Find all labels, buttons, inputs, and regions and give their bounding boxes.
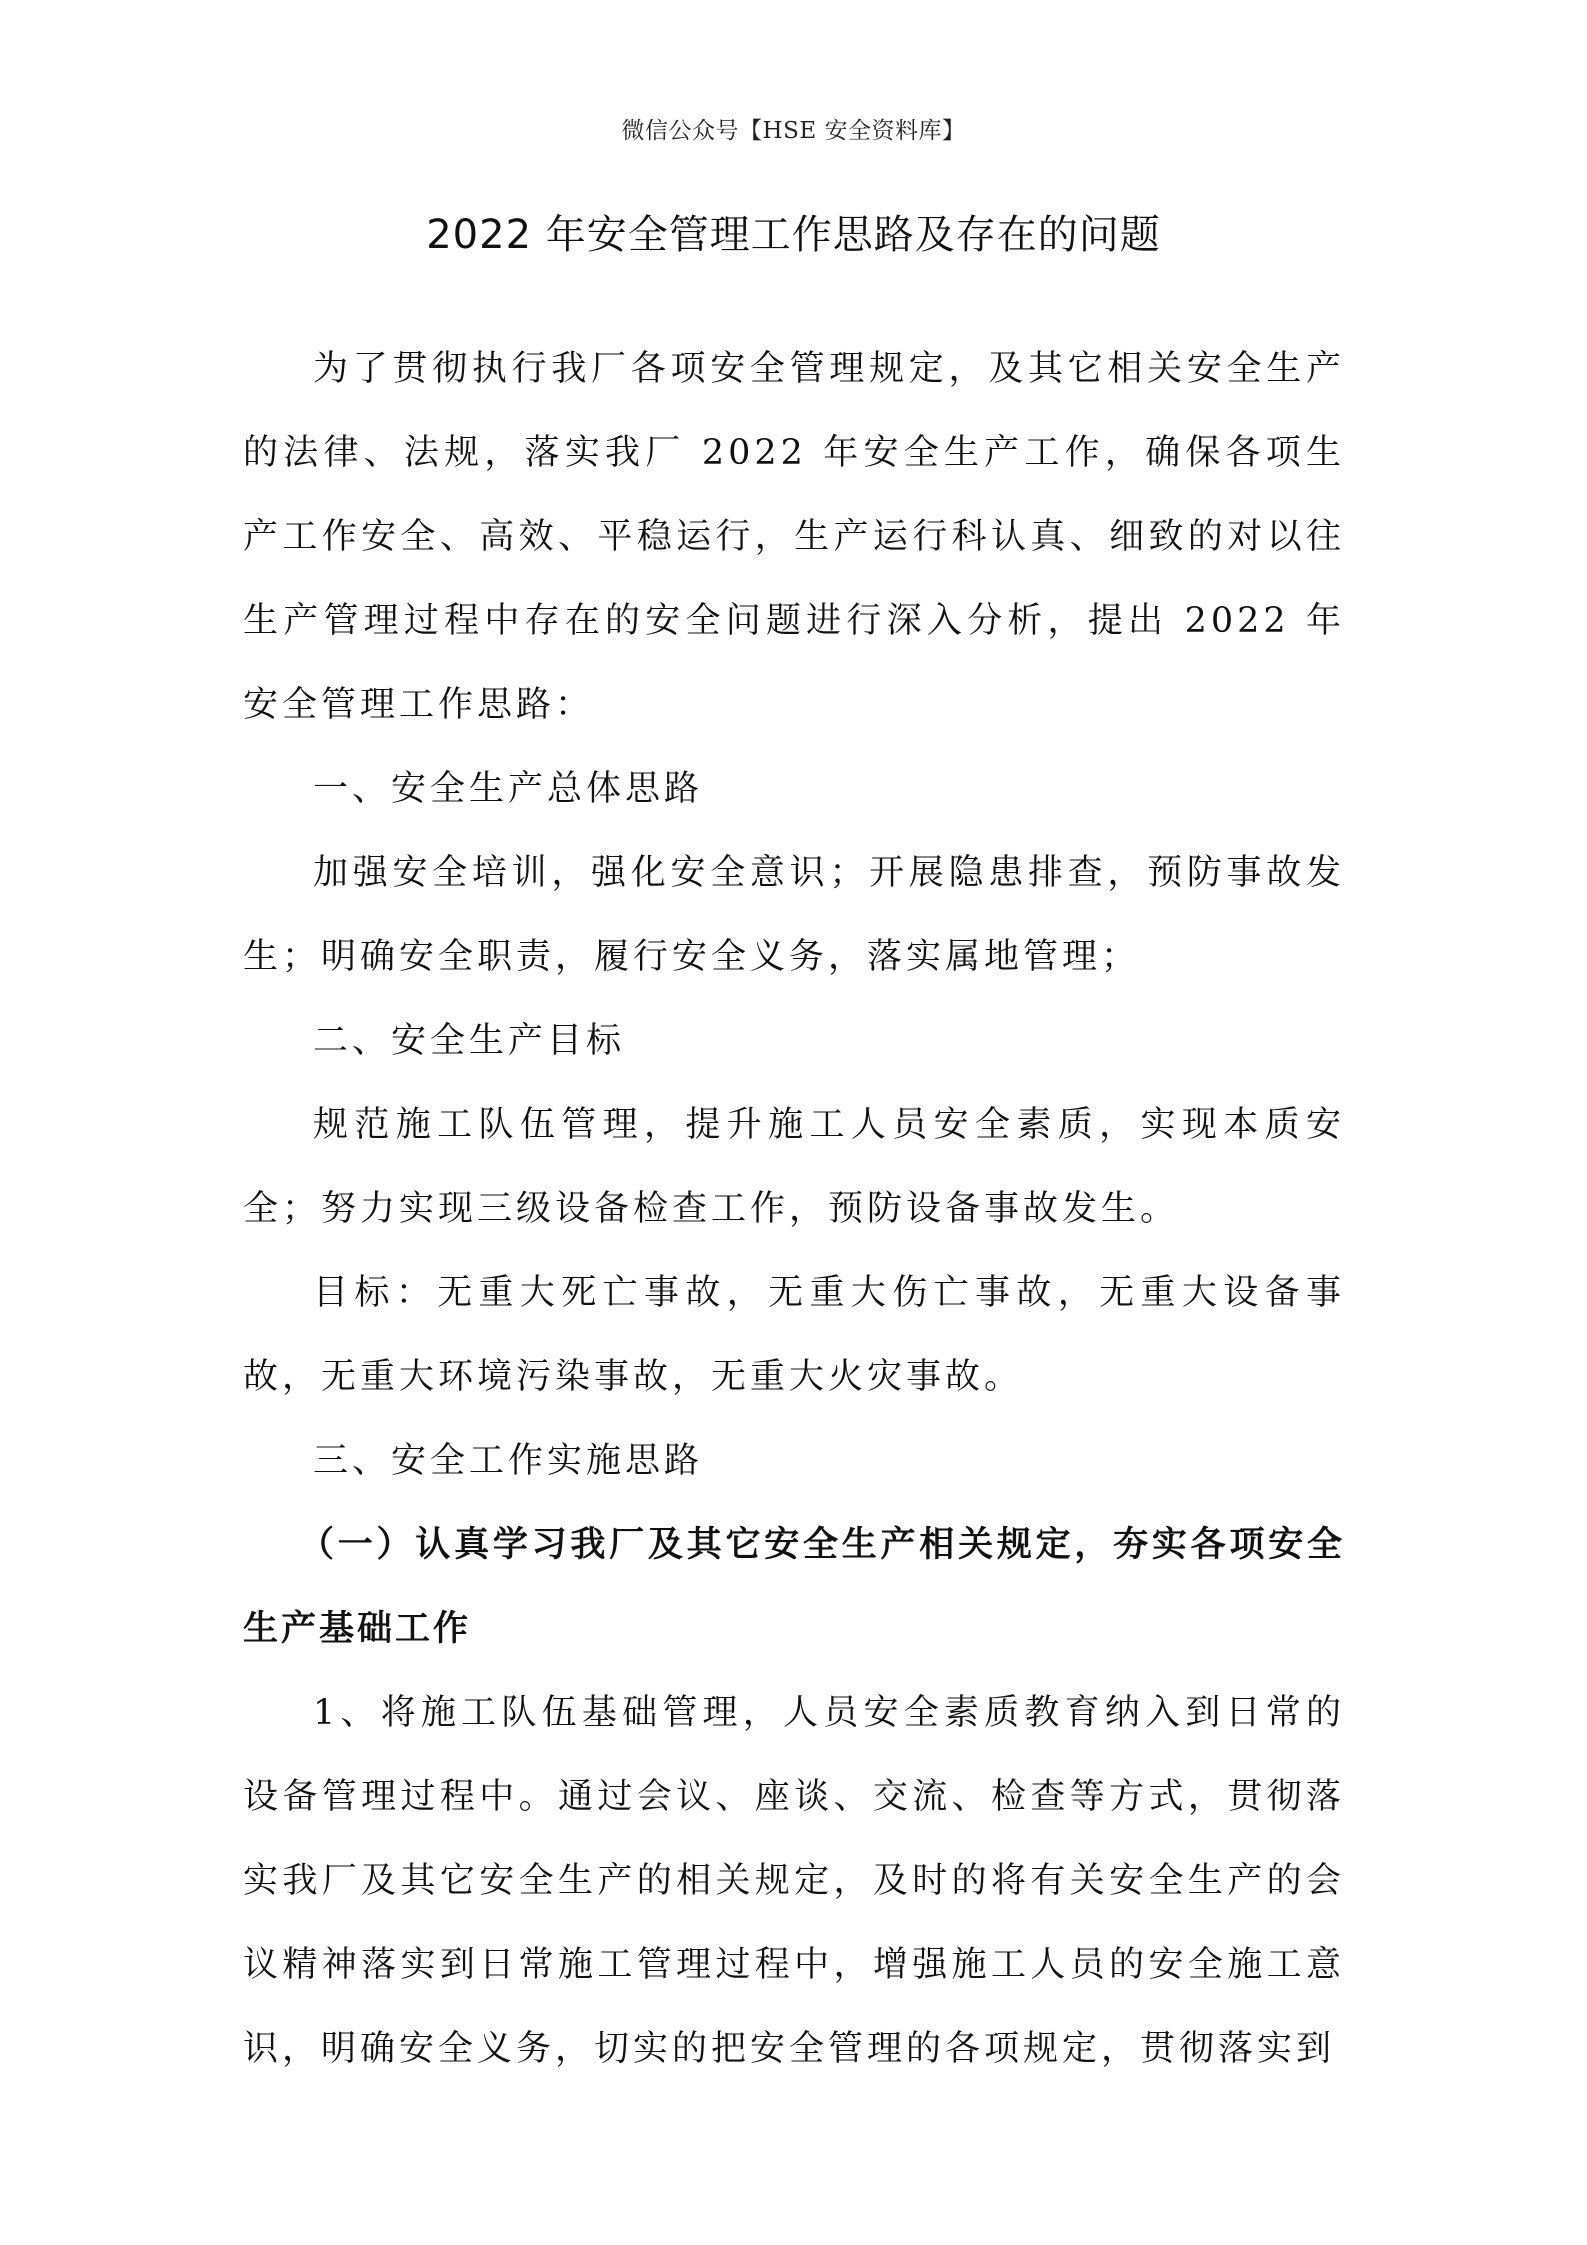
section-3-subheading-1: （一）认真学习我厂及其它安全生产相关规定，夯实各项安全生产基础工作 (243, 1525, 1345, 1649)
section-3-item-1: 1、将施工队伍基础管理，人员安全素质教育纳入到日常的设备管理过程中。通过会议、座谈、交流、检查等方式，贯彻落实我厂及其它安全生产的相关规定，及时的将有关安全生产的会议精神落实到日常施工管理过程中，增强施工人员的安全施工意识，明确安全义务，切实的把安全管理的各项规定，贯彻落实到 (243, 1693, 1345, 2069)
document-title: 2022 年安全管理工作思路及存在的问题 (426, 212, 1161, 258)
section-2-heading: 二、安全生产目标 (313, 1021, 626, 1061)
section-3-heading: 三、安全工作实施思路 (313, 1441, 704, 1481)
header-note: 微信公众号【HSE 安全资料库】 (621, 118, 966, 144)
section-2-body: 规范施工队伍管理，提升施工人员安全素质，实现本质安全；努力实现三级设备检查工作，预防设备事故发生。 (243, 1105, 1345, 1229)
document-body (243, 327, 1345, 2091)
section-1-body: 加强安全培训，强化安全意识；开展隐患排查，预防事故发生；明确安全职责，履行安全义务，落实属地管理； (243, 853, 1345, 977)
intro-paragraph: 为了贯彻执行我厂各项安全管理规定，及其它相关安全生产的法律、法规，落实我厂 2022 年安全生产工作，确保各项生产工作安全、高效、平稳运行，生产运行科认真、细致的对以往生产管理过程中存在的安全问题进行深入分析，提出 2022 年安全管理工作思路： (243, 349, 1345, 725)
section-2-goal: 目标：无重大死亡事故，无重大伤亡事故，无重大设备事故，无重大环境污染事故，无重大火灾事故。 (243, 1273, 1345, 1397)
section-1-heading: 一、安全生产总体思路 (313, 769, 704, 809)
